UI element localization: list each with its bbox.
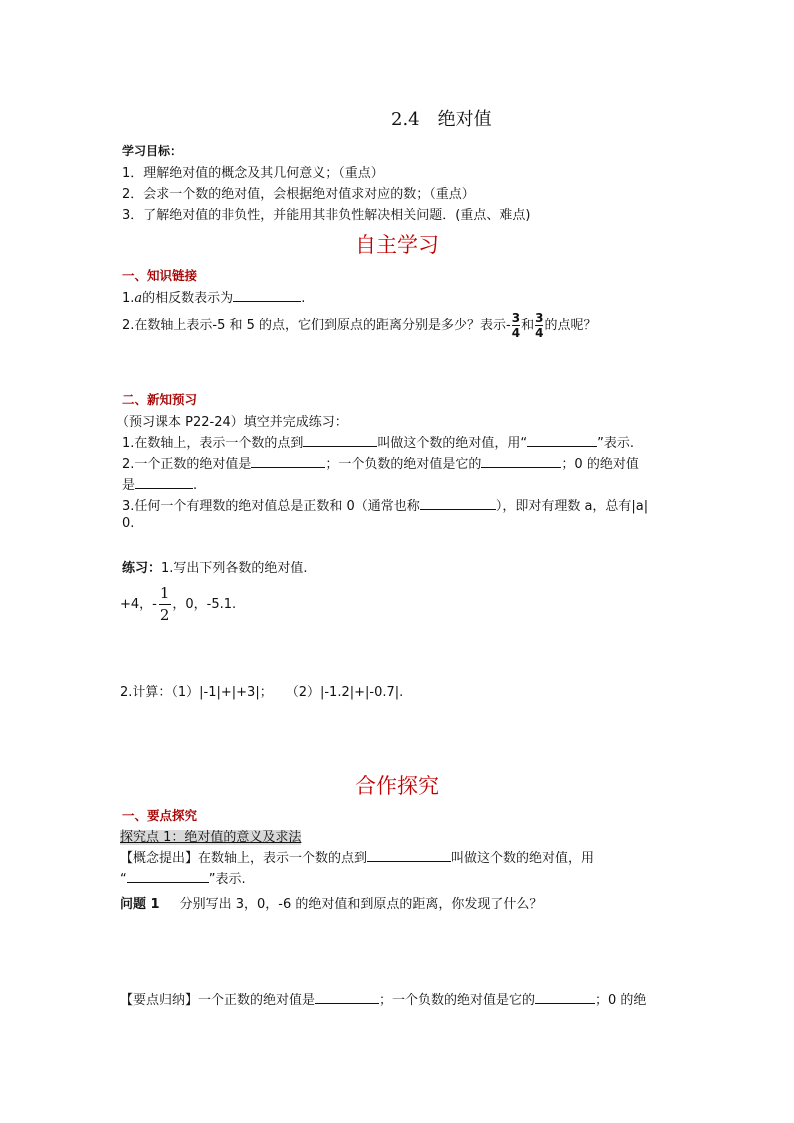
- preview-intro: （预习课本 P22-24）填空并完成练习：: [116, 415, 348, 430]
- q1-variable: a: [134, 291, 143, 306]
- concept-b: 叫做这个数的绝对值，用: [451, 851, 595, 866]
- fraction-numerator: 3: [511, 311, 521, 325]
- q2-negative-sign: -: [506, 318, 511, 333]
- blank-negative[interactable]: [481, 455, 561, 468]
- concept-a: 【概念提出】在数轴上，表示一个数的点到: [120, 851, 368, 866]
- page-title: 2.4 绝对值: [391, 109, 492, 130]
- exercise-label: 练习：: [122, 561, 162, 576]
- numbers-a: +4，-: [120, 597, 157, 612]
- blank-distance[interactable]: [303, 434, 377, 447]
- q1-blank[interactable]: [233, 289, 301, 302]
- exercise-1-text: 1.写出下列各数的绝对值.: [161, 561, 308, 576]
- blank-concept-notation[interactable]: [127, 870, 209, 883]
- fraction-denominator: 4: [511, 326, 521, 340]
- exercise-1: [122, 557, 308, 576]
- question-1: [122, 287, 305, 306]
- exercise-2: 2.计算：（1）|-1|+|+3|； （2）|-1.2|+|-0.7|.: [120, 685, 404, 700]
- problem-1: [120, 893, 542, 912]
- goals-heading: 学习目标：: [122, 144, 183, 158]
- summary-a: 【要点归纳】一个正数的绝对值是: [120, 993, 316, 1008]
- section-title-cooperative: 合作探究: [355, 774, 439, 798]
- blank-notation[interactable]: [527, 434, 597, 447]
- blank-zero[interactable]: [135, 476, 193, 489]
- section-title-self-study: 自主学习: [355, 233, 439, 257]
- fill-line-2-c: ；0 的绝对值: [561, 457, 639, 472]
- fill-line-1-a: 1.在数轴上，表示一个数的点到: [122, 436, 304, 451]
- fill-line-2-b: ；一个负数的绝对值是它的: [325, 457, 482, 472]
- blank-summary-negative[interactable]: [535, 991, 595, 1004]
- key-points-heading: 一、要点探究: [122, 808, 198, 823]
- q1-end: .: [301, 291, 306, 306]
- concept-line: [120, 847, 594, 866]
- problem-text: 分别写出 3，0，-6 的绝对值和到原点的距离，你发现了什么？: [179, 897, 543, 912]
- blank-positive[interactable]: [251, 455, 325, 468]
- goal-item-1: 1．理解绝对值的概念及其几何意义；（重点）: [122, 166, 384, 181]
- fill-line-1: [122, 432, 634, 451]
- fraction-three-quarters-a: [512, 312, 520, 339]
- blank-nonnegative[interactable]: [420, 497, 496, 510]
- exercise-1-numbers: [120, 585, 236, 625]
- goal-item-2: 2．会求一个数的绝对值，会根据绝对值求对应的数；（重点）: [122, 187, 475, 202]
- fill-line-3-cont: 0.: [122, 516, 135, 531]
- q2-text: 2.在数轴上表示-5 和 5 的点，它们到原点的距离分别是多少？表示: [122, 318, 507, 333]
- blank-concept-distance[interactable]: [367, 849, 451, 862]
- fill-line-3-a: 3.任何一个有理数的绝对值总是正数和 0（通常也称: [122, 499, 420, 514]
- fraction-numerator: 3: [535, 311, 544, 325]
- goal-item-3: 3．了解绝对值的非负性，并能用其非负性解决相关问题．(重点、难点): [122, 208, 531, 223]
- fill-line-3: [122, 495, 648, 514]
- fill-line-1-c: ”表示.: [597, 436, 635, 451]
- question-2: [122, 310, 597, 342]
- fraction-denominator: 4: [535, 326, 544, 340]
- concept-line-cont: [120, 868, 246, 887]
- q1-prefix: 1.: [122, 291, 135, 306]
- concept-c: “: [120, 872, 127, 887]
- problem-label: 问题 1: [120, 897, 160, 912]
- fill-line-2-e: .: [193, 478, 198, 493]
- summary-c: ；0 的绝: [595, 993, 647, 1008]
- explore-point-label: 探究点 1：绝对值的意义及求法: [120, 830, 302, 845]
- q1-text: 的相反数表示为: [142, 291, 234, 306]
- fill-line-2-a: 2.一个正数的绝对值是: [122, 457, 252, 472]
- q2-and: 和: [521, 318, 535, 333]
- explore-point-1: [120, 826, 301, 845]
- half-numerator: 1: [159, 584, 170, 602]
- summary-b: ；一个负数的绝对值是它的: [379, 993, 536, 1008]
- knowledge-link-heading: 一、知识链接: [122, 268, 198, 283]
- fill-line-2-d: 是: [122, 478, 136, 493]
- half-denominator: 2: [159, 606, 170, 624]
- fill-line-3-b: ），即对有理数 a，总有|a|: [495, 499, 649, 514]
- fill-line-2: [122, 453, 639, 472]
- q2-end: 的点呢？: [544, 318, 597, 333]
- new-knowledge-heading: 二、新知预习: [122, 392, 198, 407]
- concept-d: ”表示.: [208, 872, 246, 887]
- numbers-b: ，0，-5.1.: [172, 597, 237, 612]
- fill-line-1-b: 叫做这个数的绝对值，用“: [377, 436, 528, 451]
- fraction-three-quarters-b: [535, 312, 543, 339]
- fill-line-2-cont: [122, 474, 197, 493]
- blank-summary-positive[interactable]: [315, 991, 379, 1004]
- summary-line: [120, 989, 646, 1008]
- fraction-one-half: [158, 586, 172, 623]
